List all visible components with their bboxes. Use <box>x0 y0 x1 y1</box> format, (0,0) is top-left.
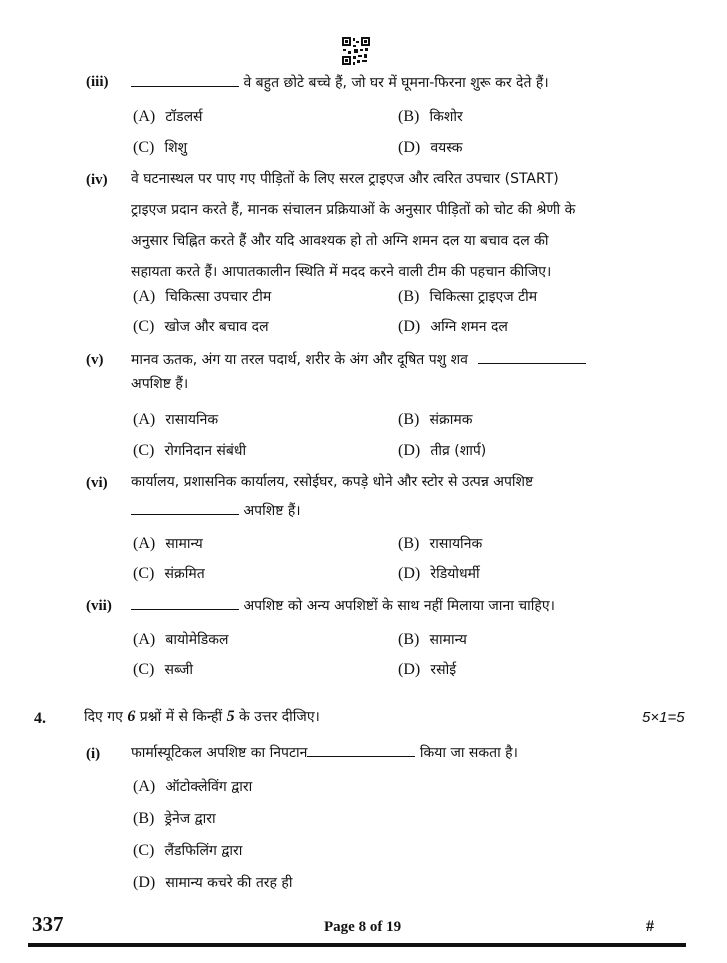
hash-mark: # <box>646 918 654 935</box>
option-vi-c: (C) संक्रमित <box>133 565 205 582</box>
option-v-b: (B) संक्रामक <box>398 411 473 428</box>
answer-blank <box>131 72 239 87</box>
question-vi-line2: अपशिष्ट हैं। <box>131 496 301 526</box>
question-v-line1: मानव ऊतक, अंग या तरल पदार्थ, शरीर के अंग और दूषित पशु शव <box>131 345 586 375</box>
page-number: Page 8 of 19 <box>324 919 402 935</box>
qr-code <box>342 37 370 65</box>
footer-rule <box>28 943 686 947</box>
question-number-iii: (iii) <box>86 74 109 90</box>
option-4-i-b: (B) ड्रेनेज द्वारा <box>133 810 216 827</box>
option-vii-a: (A) बायोमेडिकल <box>133 631 229 648</box>
paper-code: 337 <box>32 912 64 936</box>
option-iii-a: (A) टॉडलर्स <box>133 108 203 125</box>
question-number-4-i: (i) <box>86 746 101 762</box>
option-vii-c: (C) सब्जी <box>133 661 194 678</box>
option-vi-a: (A) सामान्य <box>133 535 203 552</box>
option-iv-a: (A) चिकित्सा उपचार टीम <box>133 288 272 305</box>
option-vii-b: (B) सामान्य <box>398 631 467 648</box>
question-vi-line1: कार्यालय, प्रशासनिक कार्यालय, रसोईघर, कपड़े धोने और स्टोर से उत्पन्न अपशिष्ट <box>131 474 534 490</box>
option-v-d: (D) तीव्र (शार्प) <box>398 442 487 459</box>
answer-blank <box>131 500 239 515</box>
option-iv-b: (B) चिकित्सा ट्राइएज टीम <box>398 288 538 305</box>
option-iv-c: (C) खोज और बचाव दल <box>133 318 269 335</box>
option-4-i-a: (A) ऑटोक्लेविंग द्वारा <box>133 778 253 795</box>
question-number-iv: (iv) <box>86 172 108 188</box>
option-vi-b: (B) रासायनिक <box>398 535 483 552</box>
answer-blank <box>478 349 586 364</box>
question-iii-text <box>131 68 549 98</box>
option-vii-d: (D) रसोई <box>398 661 457 678</box>
option-iii-d: (D) वयस्क <box>398 139 463 156</box>
answer-blank <box>307 742 415 757</box>
question-v-line2: अपशिष्ट हैं। <box>131 376 189 392</box>
question-number-4: 4. <box>34 710 46 727</box>
answer-blank <box>131 595 239 610</box>
question-number-v: (v) <box>86 352 104 368</box>
marks-label: 5×1=5 <box>642 709 685 726</box>
option-iv-d: (D) अग्नि शमन दल <box>398 318 508 335</box>
question-4-i-text: फार्मास्यूटिकल अपशिष्ट का निपटान किया जा सकता है। <box>131 738 518 768</box>
question-number-vii: (vii) <box>86 598 112 614</box>
option-v-a: (A) रासायनिक <box>133 411 219 428</box>
option-v-c: (C) रोगनिदान संबंधी <box>133 442 247 459</box>
option-vi-d: (D) रेडियोधर्मी <box>398 565 480 582</box>
question-number-vi: (vi) <box>86 475 108 491</box>
question-iv-text: वे घटनास्थल पर पाए गए पीड़ितों के लिए सरल ट्राइएज और त्वरित उपचार (START) ट्राइएज प्रदान करते हैं, मानक संचालन प्रक्रियाओं के अनुसार पीड़ितों को चोट की श्रेणी के अनुसार चिह्नित करते हैं और यदि आवश्यक हो तो अग्नि शमन दल या बचाव दल की सहायता करते हैं। आपातकालीन स्थिति में मदद करने वाली टीम की पहचान कीजिए। <box>131 171 576 280</box>
option-4-i-c: (C) लैंडफिलिंग द्वारा <box>133 842 243 859</box>
option-iii-b: (B) किशोर <box>398 108 463 125</box>
question-iii-body: वे बहुत छोटे बच्चे हैं, जो घर में घूमना-फिरना शुरू कर देते हैं। <box>243 75 549 91</box>
question-vii-text: अपशिष्ट को अन्य अपशिष्टों के साथ नहीं मिलाया जाना चाहिए। <box>131 591 555 621</box>
option-4-i-d: (D) सामान्य कचरे की तरह ही <box>133 874 293 891</box>
option-iii-c: (C) शिशु <box>133 139 188 156</box>
question-4-instruction: दिए गए 6 प्रश्नों में से किन्हीं 5 के उत्तर दीजिए। <box>84 708 320 725</box>
